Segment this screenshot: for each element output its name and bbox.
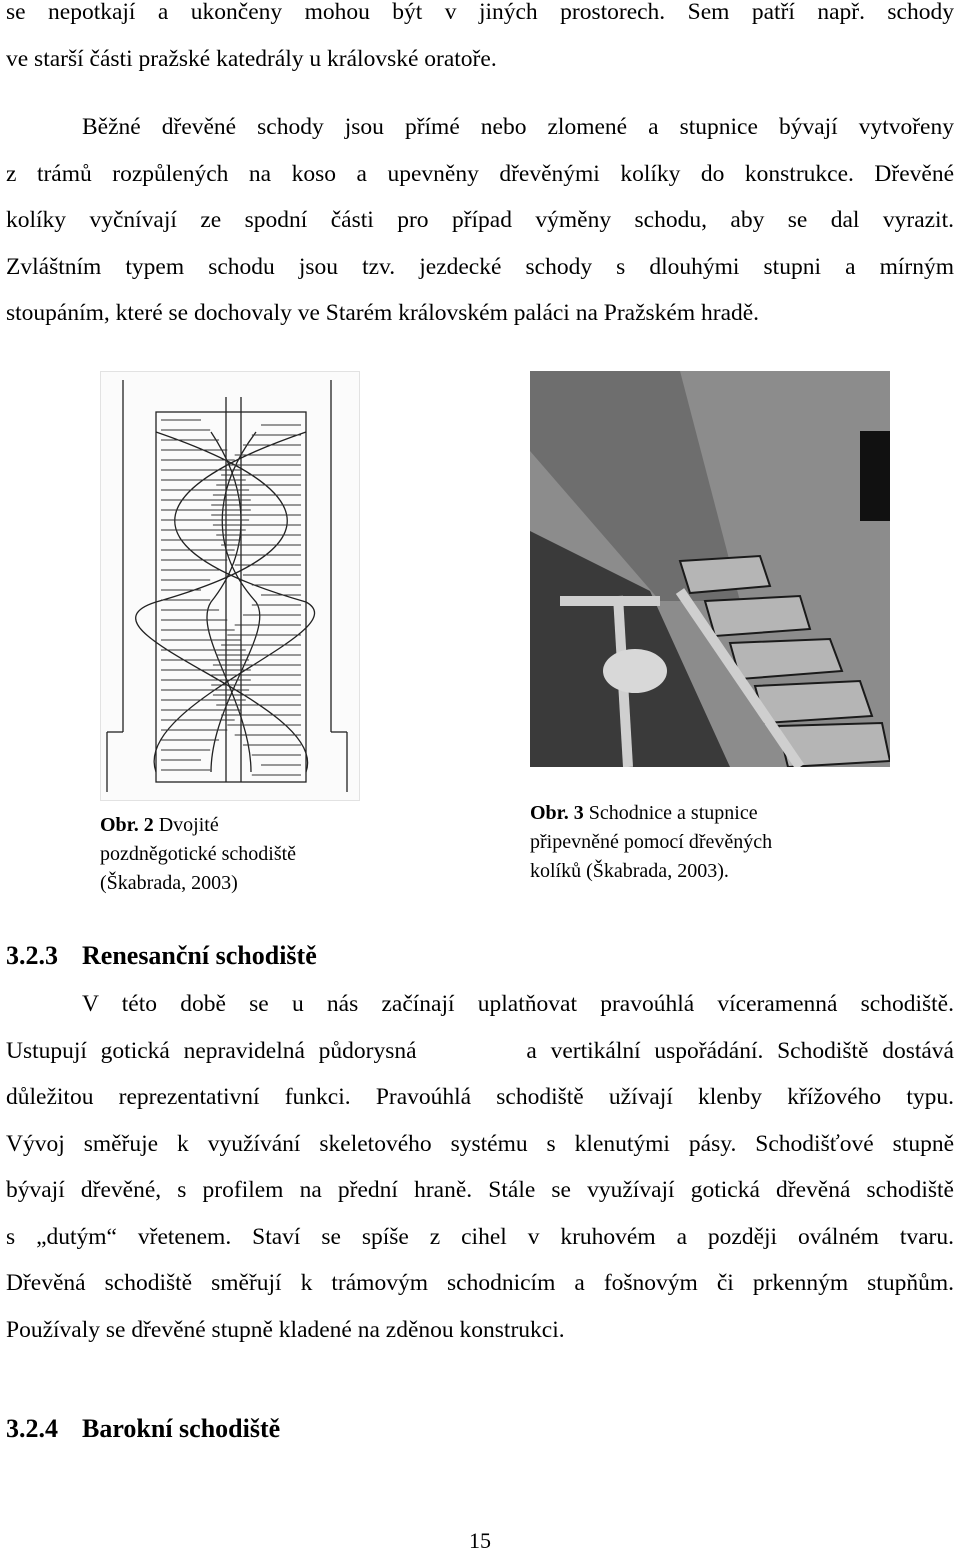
caption-number: 2 bbox=[143, 814, 154, 836]
caption-text: připevněné pomocí dřevěných bbox=[530, 831, 773, 853]
text-line: bývají dřevěné, s profilem na přední hraně. Stále se využívají gotická dřevěná schodiště bbox=[6, 1177, 954, 1203]
text-line: z trámů rozpůlených na koso a upevněny dřevěnými kolíky do konstrukce. Dřevěné bbox=[6, 160, 954, 187]
text-line: V této době se u nás začínají uplatňovat pravoúhlá víceramenná schodiště. bbox=[82, 991, 954, 1017]
page-number: 15 bbox=[469, 1528, 491, 1553]
text-line: Dřevěná schodiště směřují k trámovým schodnicím a fošnovým či prkenným stupňům. bbox=[6, 1270, 954, 1296]
text-line: s „dutým“ vřetenem. Staví se spíše z cihel v kruhovém a později oválném tvaru. bbox=[6, 1223, 954, 1250]
caption-text: pozdněgotické schodiště bbox=[100, 843, 297, 865]
section-number: 3.2.3 bbox=[6, 941, 58, 970]
text-line: kolíky vyčnívají ze spodní části pro případ výměny schodu, aby se dal vyrazit. bbox=[6, 207, 954, 233]
text-line: ve starší části pražské katedrály u královské oratoře. bbox=[6, 45, 497, 72]
section-number: 3.2.4 bbox=[6, 1414, 58, 1443]
caption-text: Dvojité bbox=[158, 814, 219, 836]
text-line: Používaly se dřevěné stupně kladené na zděnou konstrukci. bbox=[6, 1316, 565, 1343]
section-title: Renesanční schodiště bbox=[82, 941, 317, 970]
section-heading-3-2-4 bbox=[6, 1414, 280, 1444]
wooden-stair-photo-graphic bbox=[530, 371, 890, 767]
spiral-staircase-drawing bbox=[100, 371, 360, 801]
spiral-staircase-illustration bbox=[101, 372, 359, 800]
text-line: stoupáním, které se dochovaly ve Starém královském paláci na Pražském hradě. bbox=[6, 300, 760, 326]
figure-3-caption bbox=[530, 799, 772, 886]
wooden-stair-photo bbox=[530, 371, 890, 767]
caption-text: Schodnice a stupnice bbox=[588, 802, 758, 824]
caption-text: kolíků (Škabrada, 2003). bbox=[530, 860, 729, 882]
section-heading-3-2-3 bbox=[6, 941, 317, 971]
caption-label: Obr. bbox=[530, 802, 569, 824]
caption-label: Obr. bbox=[100, 814, 139, 836]
caption-number: 3 bbox=[573, 802, 584, 824]
wooden-stairs-paragraph bbox=[6, 104, 954, 337]
text-line: Zvláštním typem schodu jsou tzv. jezdecké schody s dlouhými stupni a mírným bbox=[6, 253, 954, 280]
text-line: Ustupují gotická nepravidelná půdorysná a vertikální uspořádání. Schodiště dostává bbox=[6, 1037, 954, 1064]
text-line: důležitou reprezentativní funkci. Pravoúhlá schodiště užívají klenby křížového typu. bbox=[6, 1084, 954, 1110]
section-title: Barokní schodiště bbox=[82, 1414, 281, 1443]
intro-paragraph bbox=[6, 0, 954, 82]
text-line: Vývoj směřuje k využívání skeletového systému s klenutými pásy. Schodišťové stupně bbox=[6, 1130, 954, 1157]
text-line: se nepotkají a ukončeny mohou být v jiných prostorech. Sem patří např. schody bbox=[6, 0, 954, 25]
caption-text: (Škabrada, 2003) bbox=[100, 872, 238, 894]
figure-2-caption bbox=[100, 811, 296, 898]
text-line: Běžné dřevěné schody jsou přímé nebo zlomené a stupnice bývají vytvořeny bbox=[82, 114, 954, 140]
renaissance-paragraph bbox=[6, 981, 954, 1353]
